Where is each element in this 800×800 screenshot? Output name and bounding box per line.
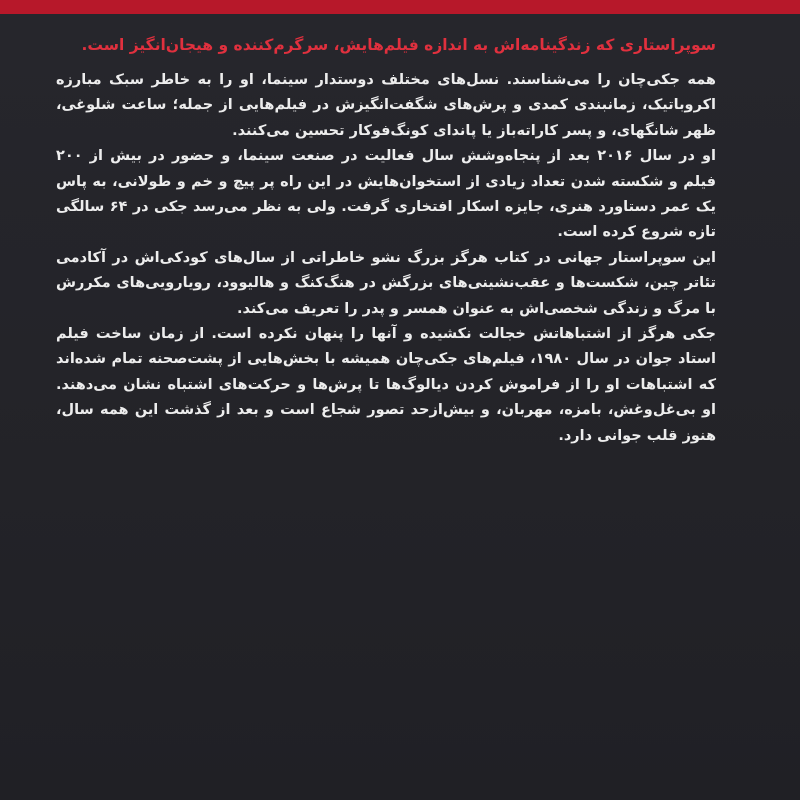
blurb-text-block bbox=[56, 30, 716, 449]
tagline: سوپراستاری که زندگینامه‌اش به اندازه فیلم‌هایش، سرگرم‌کننده و هیجان‌انگیز است. bbox=[81, 36, 716, 54]
top-red-strip bbox=[0, 0, 800, 14]
paragraph-4: جکی هرگز از اشتباهاتش خجالت نکشیده و آنها را پنهان نکرده است. از زمان ساخت فیلم استاد جوان در سال ۱۹۸۰، فیلم‌های جکی‌چان همیشه با بخش‌هایی از پشت‌صحنه تمام شده‌اند که اشتباهات او را از فراموش کردن دیالوگ‌ها تا پرش‌ها و حرکت‌های اشتباه نشان می‌دهند. او بی‌غل‌وغش، بامزه، مهربان، و بیش‌ازحد تصور شجاع است و بعد از گذشت این همه سال، هنوز قلب جوانی دارد. bbox=[56, 326, 717, 444]
paragraph-1: همه جکی‌چان را می‌شناسند. نسل‌های مختلف دوستدار سینما، او را به خاطر سبک مبارزه اکروباتیک، زمانبندی کمدی و پرش‌های شگفت‌انگیزش در فیلم‌هایی از جمله؛ ساعت شلوغی، ظهر شانگهای، و پسر کاراته‌باز یا پاندای کونگ‌فوکار تحسین می‌کنند. bbox=[56, 72, 716, 139]
paragraph-2: او در سال ۲۰۱۶ بعد از پنجاه‌وشش سال فعالیت در صنعت سینما، و حضور در بیش از ۲۰۰ فیلم و شکسته شدن تعداد زیادی از استخوان‌هایش در این راه پر پیچ و خم و طولانی، به پاس یک عمر دستاورد هنری، جایزه اسکار افتخاری گرفت. ولی به نظر می‌رسد جکی در ۶۴ سالگی تازه شروع کرده است. bbox=[56, 148, 717, 241]
paragraph-3: این سوپراستار جهانی در کتاب هرگز بزرگ نشو خاطراتی از سال‌های کودکی‌اش در آکادمی تئاتر چین، شکست‌ها و عقب‌نشینی‌های بزرگش در هنگ‌کنگ و هالیوود، رویارویی‌های مکررش با مرگ و زندگی شخصی‌اش به عنوان همسر و پدر را تعریف می‌کند. bbox=[56, 249, 716, 317]
